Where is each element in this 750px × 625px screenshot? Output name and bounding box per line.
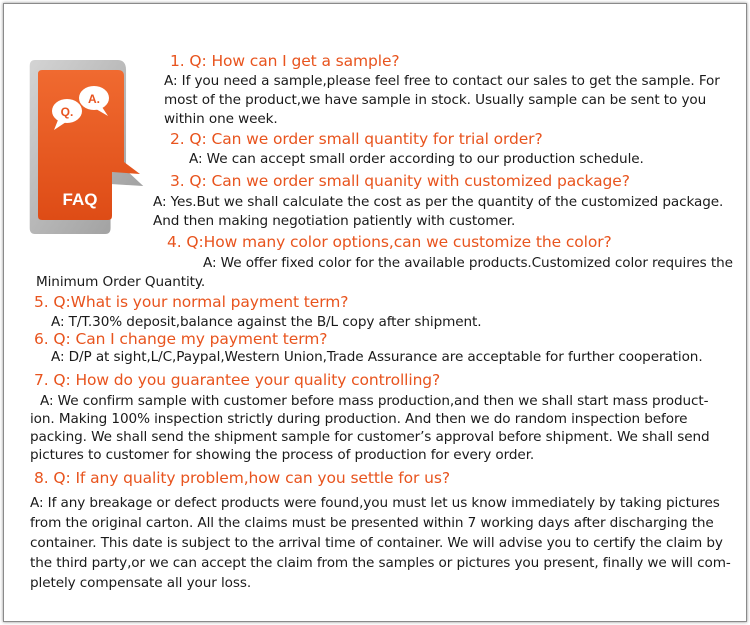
faq-answer-7-line-2: ion. Making 100% inspection strictly during production. And then we do random inspection before bbox=[30, 411, 688, 427]
faq-question-4: 4. Q:How many color options,can we customize the color? bbox=[167, 233, 612, 251]
faq-answer-5-line-1: A: T/T.30% deposit,balance against the B/L copy after shipment. bbox=[51, 314, 482, 330]
faq-answer-4-line-2: Minimum Order Quantity. bbox=[36, 274, 206, 290]
faq-answer-2-line-1: A: We can accept small order according to our production schedule. bbox=[189, 151, 644, 167]
faq-answer-1-line-2: most of the product,we have sample in stock. Usually sample can be sent to you bbox=[164, 92, 707, 108]
faq-answer-8-line-1: A: If any breakage or defect products were found,you must let us know immediately by taking pictures bbox=[30, 495, 720, 511]
faq-question-1: 1. Q: How can I get a sample? bbox=[170, 52, 400, 70]
faq-answer-8-line-2: from the original carton. All the claims must be presented within 7 working days after discharging the bbox=[30, 515, 714, 531]
faq-answer-7-line-1: A: We confirm sample with customer before mass production,and then we shall start mass product- bbox=[40, 393, 709, 409]
faq-answer-8-line-4: the third party,or we can accept the claim from the samples or pictures you present, finally we will com- bbox=[30, 555, 731, 571]
faq-question-8: 8. Q: If any quality problem,how can you settle for us? bbox=[34, 469, 450, 487]
faq-answer-1-line-3: within one week. bbox=[164, 111, 278, 127]
faq-answer-3-line-2: And then making negotiation patiently with customer. bbox=[153, 213, 516, 229]
a-letter: A. bbox=[88, 92, 100, 106]
faq-question-2: 2. Q: Can we order small quantity for trial order? bbox=[170, 130, 543, 148]
faq-answer-8-line-5: pletely compensate all your loss. bbox=[30, 575, 252, 591]
faq-answer-7-line-4: pictures to customer for showing the process of production for every order. bbox=[30, 447, 535, 463]
faq-answer-7-line-3: packing. We shall send the shipment sample for customer’s approval before shipment. We shall send bbox=[30, 429, 710, 445]
faq-answer-3-line-1: A: Yes.But we shall calculate the cost as per the quantity of the customized package. bbox=[153, 194, 724, 210]
faq-answer-4-line-1: A: We offer fixed color for the available products.Customized color requires the bbox=[203, 255, 733, 271]
faq-question-7: 7. Q: How do you guarantee your quality controlling? bbox=[34, 371, 441, 389]
q-letter: Q. bbox=[60, 105, 74, 119]
faq-question-3: 3. Q: Can we order small quanity with customized package? bbox=[170, 172, 630, 190]
faq-logo bbox=[28, 58, 148, 236]
faq-question-6: 6. Q: Can I change my payment term? bbox=[34, 330, 328, 348]
faq-answer-1-line-1: A: If you need a sample,please feel free to contact our sales to get the sample. For bbox=[164, 73, 720, 89]
faq-answer-6-line-1: A: D/P at sight,L/C,Paypal,Western Union,Trade Assurance are acceptable for further cooperation. bbox=[51, 349, 703, 365]
faq-question-5: 5. Q:What is your normal payment term? bbox=[34, 293, 349, 311]
faq-answer-8-line-3: container. This date is subject to the arrival time of container. We will advise you to certify the claim by bbox=[30, 535, 723, 551]
faq-label: FAQ bbox=[62, 190, 98, 209]
